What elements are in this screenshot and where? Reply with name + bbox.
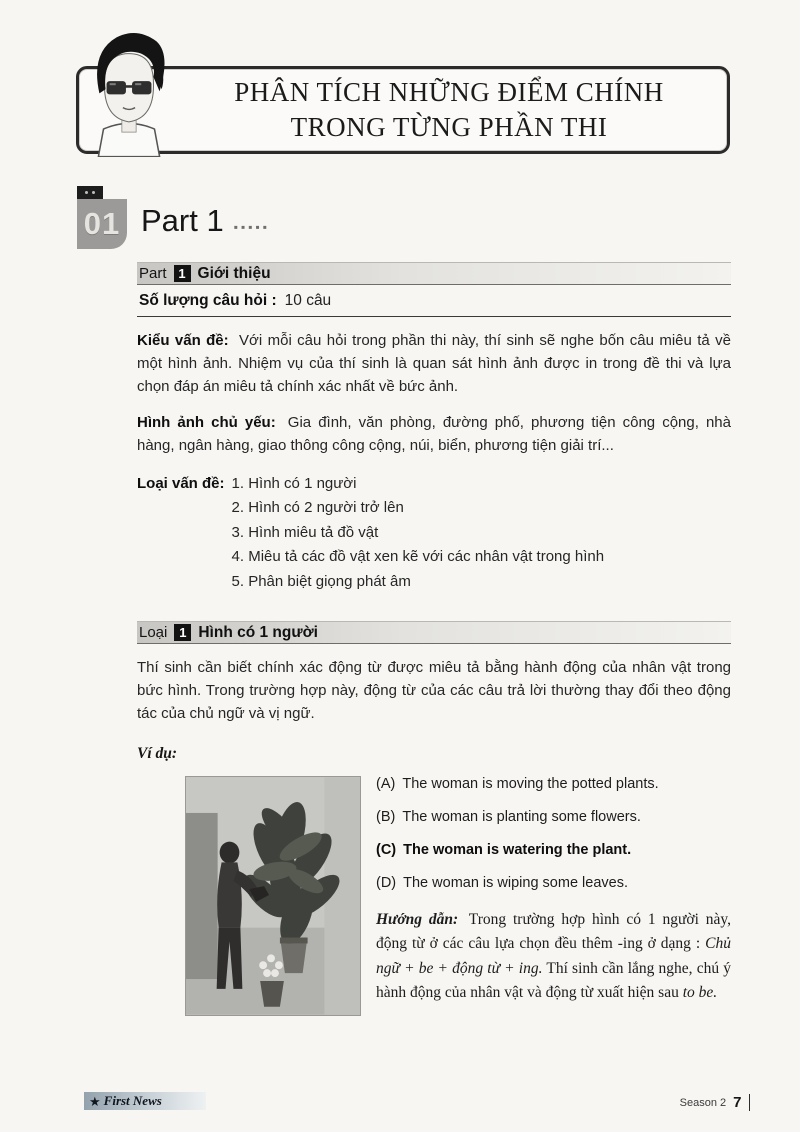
question-count-label: Số lượng câu hỏi : [139, 292, 277, 309]
mascot-drawing [78, 24, 180, 157]
page-footer [0, 1086, 800, 1120]
question-count-row [137, 285, 731, 317]
answer-letter: (C) [376, 842, 397, 858]
main-images-paragraph [137, 412, 731, 458]
section-number-badge: 01 [77, 199, 127, 249]
answer-letter: (D) [376, 875, 397, 891]
section-dots-decoration: ▪▪▪▪▪ [233, 220, 270, 234]
publisher-logo [84, 1092, 206, 1110]
intro-bar-prefix: Part [139, 265, 167, 282]
example-body [137, 776, 731, 1016]
chapter-title-line2: TRONG TỪNG PHẦN THI [290, 112, 608, 142]
problem-type-item: 5. Phân biệt giọng phát âm [231, 572, 411, 590]
answer-text: The woman is wiping some leaves. [403, 875, 628, 891]
publisher-name: First News [103, 1093, 162, 1108]
corner-tab-decoration [77, 186, 103, 199]
answer-text: The woman is planting some flowers. [402, 809, 641, 825]
question-count-value: 10 câu [284, 292, 332, 309]
section-title: Part 1 [141, 203, 224, 238]
page-number: 7 [733, 1094, 742, 1111]
example-photo [185, 776, 361, 1016]
problem-types-list [232, 473, 605, 596]
footer-page-info [680, 1094, 750, 1111]
problem-type-item: 2. Hình có 2 người trở lên [231, 499, 404, 517]
problem-type-item: 1. Hình có 1 người [231, 474, 357, 492]
question-type-paragraph [137, 330, 731, 399]
mascot-illustration [78, 24, 180, 156]
type1-bar-number: 1 [174, 624, 191, 641]
guide-text-2: Thí sinh cần lắng nghe, chú ý hành động của nhân vật và động từ xuất hiện sau [376, 959, 731, 1002]
answers-column [376, 776, 731, 1016]
section-title-row [141, 203, 270, 239]
problem-types-label: Loại vấn đề: [137, 474, 225, 492]
answer-option-c-correct [376, 842, 731, 858]
main-images-label: Hình ảnh chủ yếu: [137, 413, 276, 431]
type1-bar-prefix: Loại [139, 624, 168, 642]
answer-text: The woman is moving the potted plants. [402, 776, 659, 792]
main-images-text: Gia đình, văn phòng, đường phố, phương tiện công cộng, nhà hàng, ngân hàng, giao thông công cộng, núi, biển, phương tiện giải trí... [137, 413, 731, 454]
type1-section-bar [137, 621, 731, 644]
question-type-label: Kiểu vấn đề: [137, 332, 229, 349]
answer-option-b [376, 809, 731, 825]
problem-type-item: 3. Hình miêu tả đồ vật [231, 523, 379, 541]
answer-text: The woman is watering the plant. [403, 842, 632, 858]
intro-bar-number: 1 [174, 265, 191, 282]
answer-letter: (A) [376, 776, 396, 792]
question-type-text: Với mỗi câu hỏi trong phần thi này, thí sinh sẽ nghe bốn câu miêu tả về một hình ảnh. Nhiệm vụ của thí sinh là quan sát hình ảnh được in trong đề thi và lựa chọn đáp án miêu tả chính xác nhất về bức ảnh. [137, 332, 731, 395]
answer-option-a [376, 776, 731, 792]
guide-paragraph [376, 908, 731, 1006]
star-icon: ★ [89, 1093, 101, 1109]
footer-divider [749, 1094, 751, 1111]
example-label: Ví dụ: [137, 745, 178, 762]
series-label: Season 2 [679, 1096, 727, 1109]
type1-bar-label: Hình có 1 người [198, 623, 318, 641]
answer-letter: (B) [376, 809, 396, 825]
problem-type-item: 4. Miêu tả các đồ vật xen kẽ với các nhân vật trong hình [231, 548, 605, 566]
main-content [137, 262, 731, 1016]
example-photo-drawing [186, 777, 360, 1015]
intro-bar-label: Giới thiệu [197, 264, 271, 282]
type1-paragraph: Thí sinh cần biết chính xác động từ được miêu tả bằng hành động của nhân vật trong bức hình. Trong trường hợp này, động từ của các câu trả lời thường thay đổi theo động tác của chủ ngữ và vị ngữ. [137, 659, 731, 723]
chapter-title-line1: PHÂN TÍCH NHỮNG ĐIỂM CHÍNH [234, 77, 664, 108]
guide-tobe: to be. [682, 984, 718, 1002]
problem-types-row [137, 473, 731, 596]
guide-text-1: Trong trường hợp hình có 1 người này, động từ ở các câu lựa chọn đều thêm -ing ở dạng : [376, 911, 731, 953]
guide-label: Hướng dẫn: [376, 911, 459, 928]
intro-section-bar [137, 262, 731, 285]
guide-formula: Chủ ngữ + be + động từ + ing. [376, 935, 732, 977]
answer-option-d [376, 875, 731, 891]
